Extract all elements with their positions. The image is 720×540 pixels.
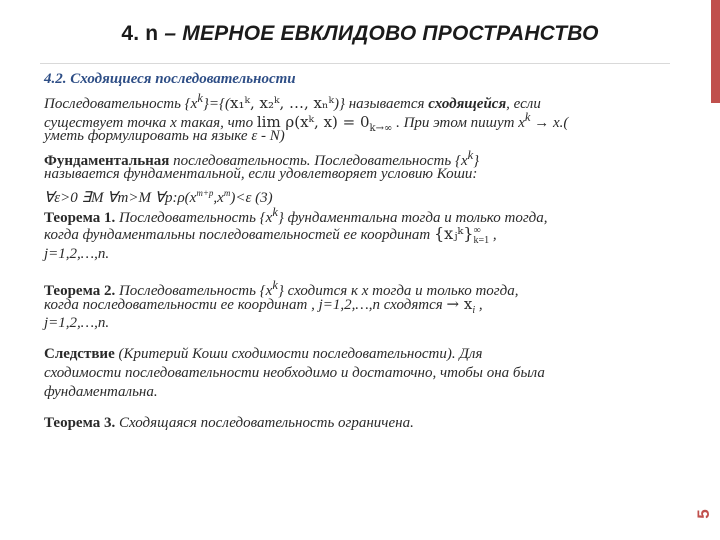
theorem-1-line-3: j=1,2,…,n. xyxy=(44,246,110,262)
title-rule xyxy=(40,63,670,64)
definition-line-1: Последовательность $\{x^k\}=\{(x_1ᵏ$, x₂ᵏ, …, xₙᵏ)} называется сходящейся, если xyxy=(44,91,541,112)
definition-line-2: существует точка x такая, что lim ρ(xᵏ, $x) = 0_{k\to\infty}$ . При этом пишут $x^k \to x$.( xyxy=(44,110,569,134)
theorem-3-line: Теорема 3. Сходящаяся последовательность ограничена. xyxy=(44,415,414,431)
accent-bar xyxy=(711,0,720,103)
theorem-1-line-1: Теорема 1. Последовательность $\{x^k\}$ фундаментальна тогда и только тогда, xyxy=(44,205,548,226)
fundamental-term: Фундаментальная xyxy=(44,153,170,169)
corollary-line-3: фундаментальна. xyxy=(44,384,158,400)
title-prefix: 4. n xyxy=(121,22,159,45)
title-rest: – МЕРНОЕ ЕВКЛИДОВО ПРОСТРАНСТВО xyxy=(158,22,599,45)
theorem-1-line-2: когда фундаментальны последовательностей ее координат {xⱼᵏ} ∞ k=1 , xyxy=(44,224,497,246)
sequence-formula: x₁ᵏ, x₂ᵏ, …, xₙᵏ xyxy=(230,94,334,112)
fundamental-line-1: Фундаментальная последовательность. Последовательность $\{x^k\}$ xyxy=(44,148,480,169)
corollary-label: Следствие xyxy=(44,346,115,362)
section-heading: 4.2. Сходящиеся последовательности xyxy=(44,71,296,87)
cauchy-condition: ∀ε>0 ∃M ∀m>M $\forall p:\rho(x^{m+p},x^m)<\varepsilon$ (3) xyxy=(44,188,273,206)
limit-formula: lim ρ(xᵏ, $x) = 0_{k\to\infty}$ xyxy=(256,113,393,134)
theorem-2-line-3: j=1,2,…,n. xyxy=(44,315,110,331)
corollary-line-2: сходимости последовательности необходимо и достаточно, чтобы она была xyxy=(44,365,545,381)
theorem-2-line-2: когда последовательности ее координат , j=1,2,…,n сходятся → $x_i$ , xyxy=(44,295,483,316)
corollary-line-1: Следствие (Критерий Коши сходимости последовательности). Для xyxy=(44,346,483,362)
convergent-term: сходящейся xyxy=(428,96,507,112)
page-number: 5 xyxy=(694,509,713,519)
theorem-1-label: Теорема 1. xyxy=(44,210,116,226)
converge-arrow: → x xyxy=(446,295,473,313)
theorem-2-line-1: Теорема 2. Последовательность $\{x^k\}$ сходится к x тогда и только тогда, xyxy=(44,278,519,299)
slide-title xyxy=(40,22,680,46)
slide-body xyxy=(44,70,690,433)
coordinate-set: {xⱼᵏ} xyxy=(433,224,474,243)
theorem-2-label: Теорема 2. xyxy=(44,283,116,299)
fundamental-line-2: называется фундаментальной, если удовлетворяет условию Коши: xyxy=(44,166,478,182)
definition-line-3: уметь формулировать на языке ε - N) xyxy=(44,128,285,144)
theorem-3-label: Теорема 3. xyxy=(44,415,116,431)
